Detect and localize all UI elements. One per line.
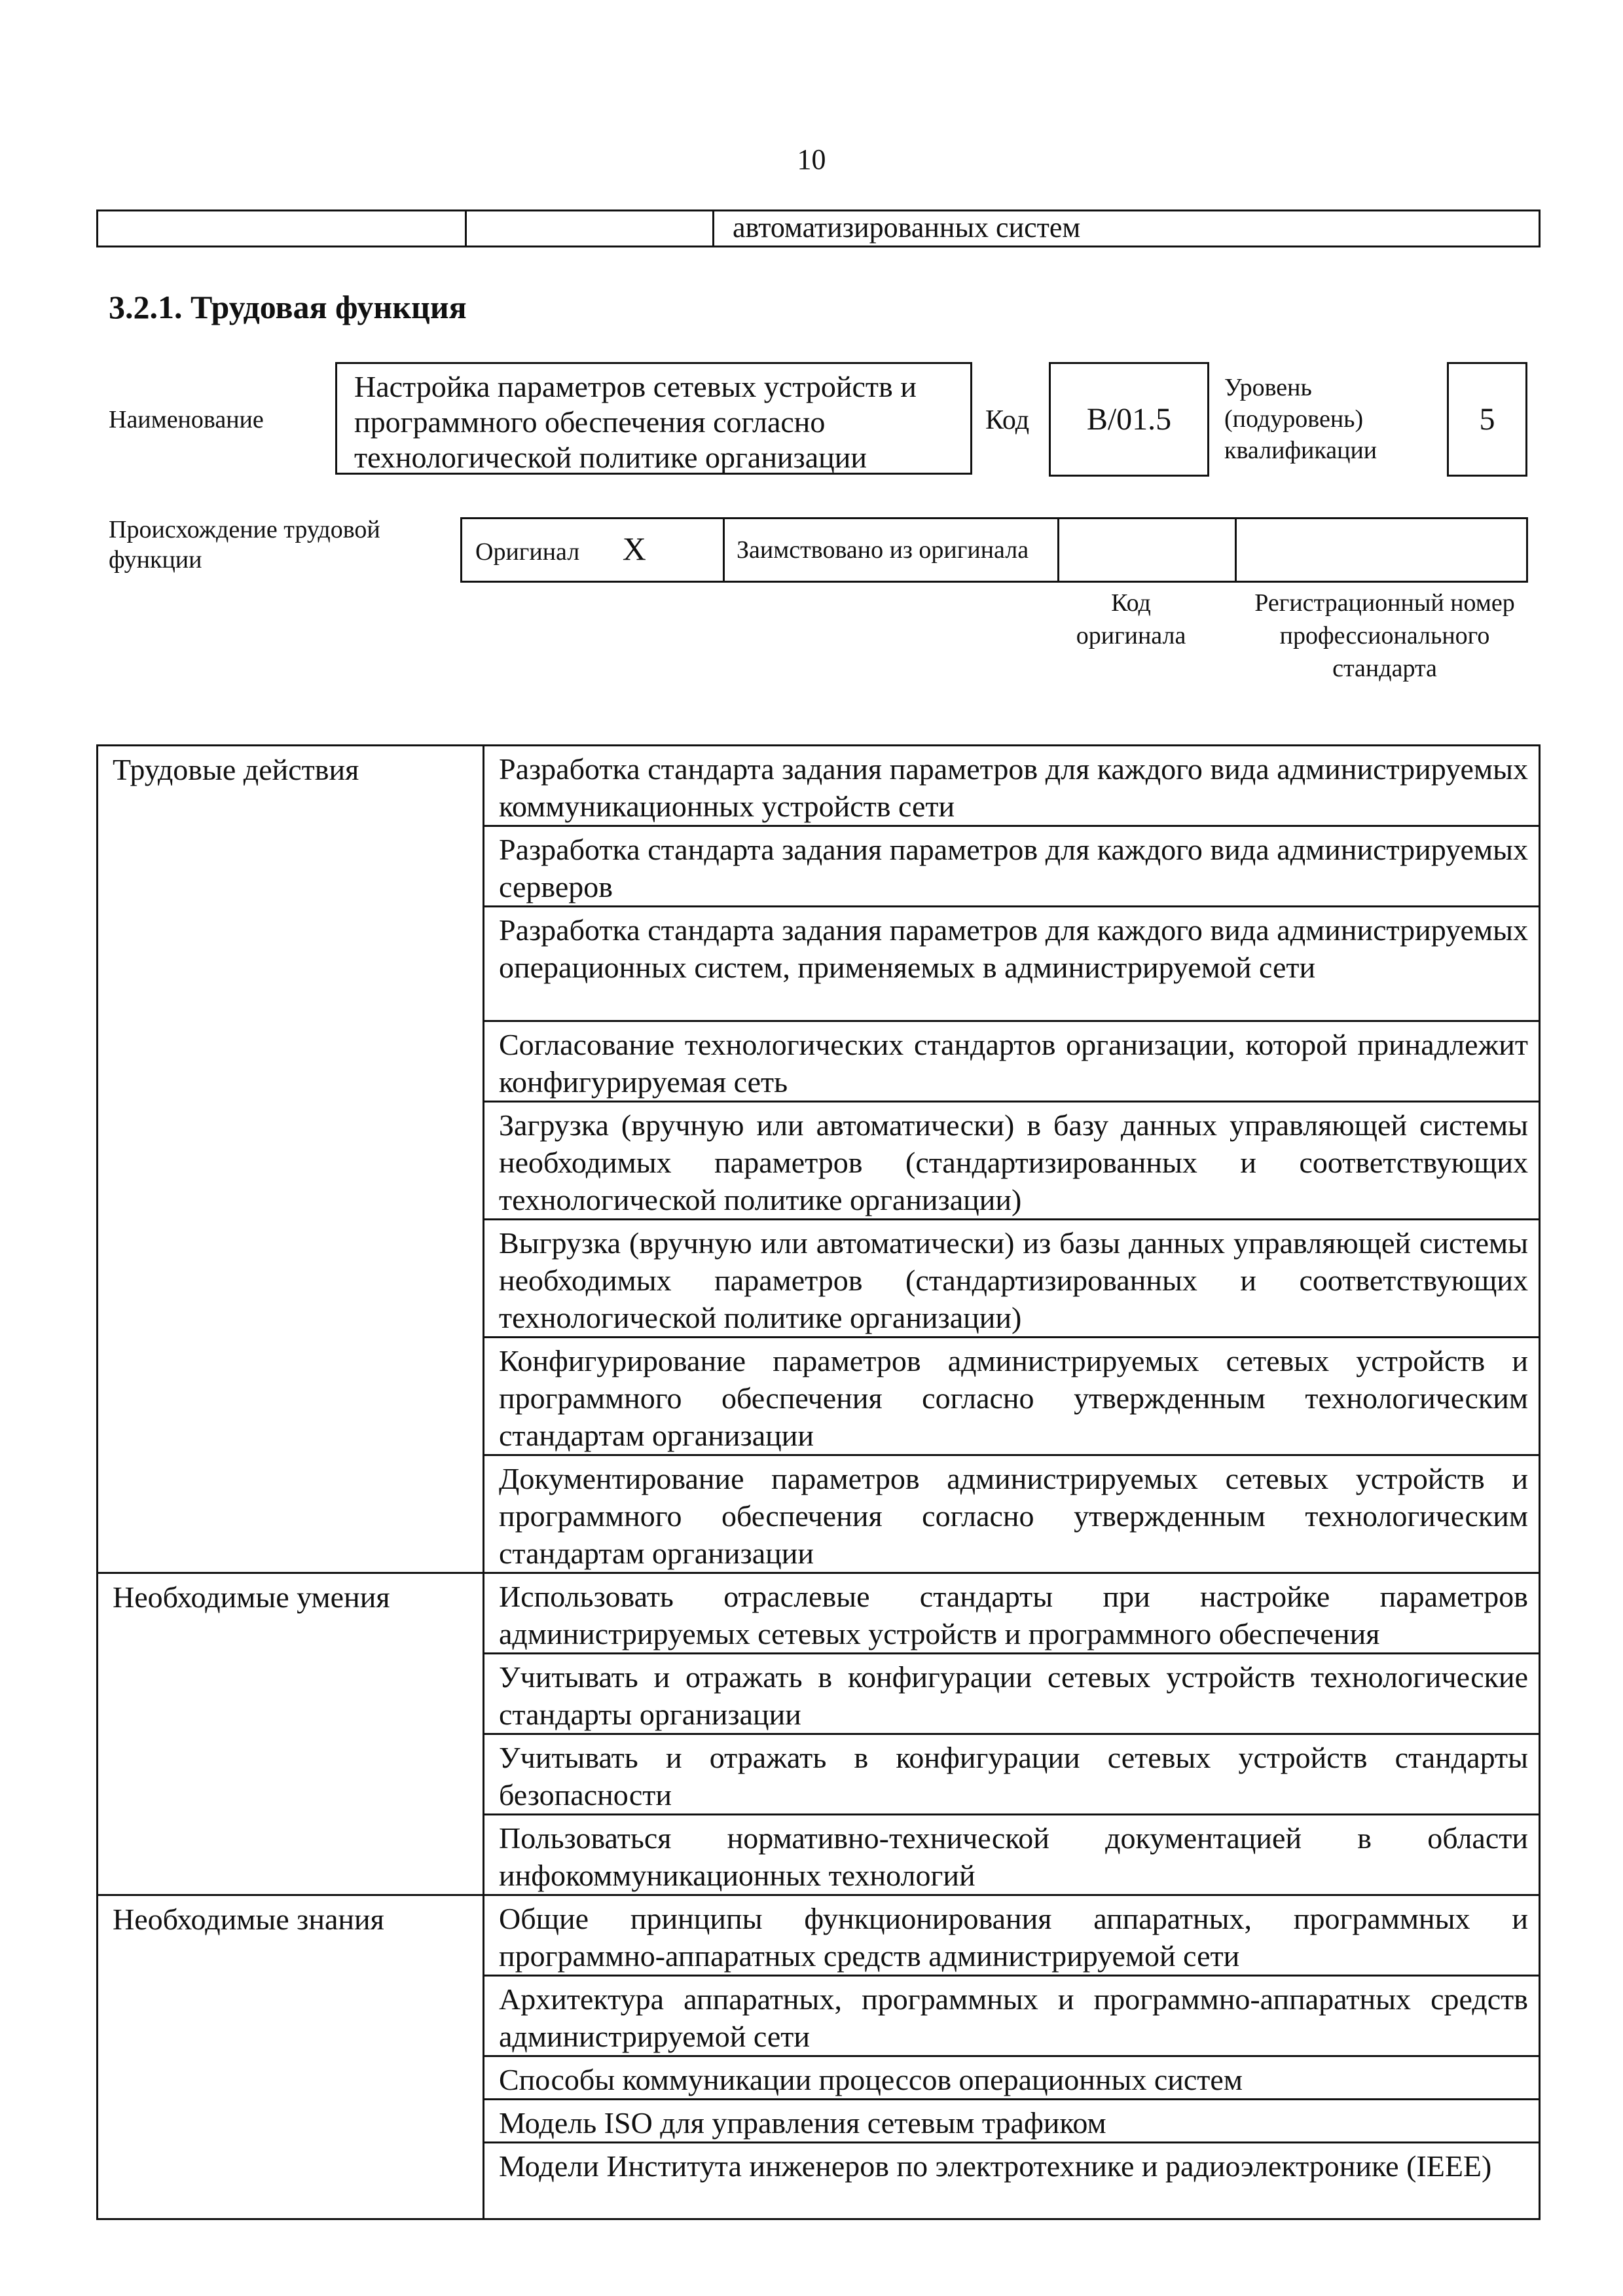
page-number: 10 (797, 143, 826, 175)
section-item: Документирование параметров администрируемых сетевых устройств и программного обеспечения согласно утвержденным технологическим стандартам организации (484, 1455, 1540, 1573)
function-name-value: Настройка параметров сетевых устройств и программного обеспечения согласно технологической политике организации (335, 362, 972, 475)
section-category: Трудовые действия (98, 746, 484, 1573)
section-item: Разработка стандарта задания параметров для каждого вида администрируемых операционных систем, применяемых в администрируемой сети (484, 907, 1540, 1021)
origin-label: Происхождение трудовой функции (109, 516, 380, 574)
table-row (98, 211, 1540, 247)
qualification-level-value: 5 (1447, 362, 1527, 477)
section-item: Архитектура аппаратных, программных и программно-аппаратных средств администрируемой сети (484, 1976, 1540, 2056)
section-category: Необходимые умения (98, 1573, 484, 1895)
table-row (98, 1895, 1540, 1976)
function-code-value: B/01.5 (1049, 362, 1209, 477)
origin-borrowed-label: Заимствовано из оригинала (724, 519, 1059, 582)
section-item: Способы коммуникации процессов операционных систем (484, 2056, 1540, 2100)
table-row (98, 746, 1540, 826)
section-item: Согласование технологических стандартов организации, которой принадлежит конфигурируемая сеть (484, 1021, 1540, 1102)
table-cell: автоматизированных систем (714, 211, 1540, 247)
origin-regnum-cell (1236, 519, 1527, 582)
origin-original-label: Оригинал (475, 538, 580, 566)
section-heading: 3.2.1. Трудовая функция (109, 289, 467, 325)
section-item: Использовать отраслевые стандарты при настройке параметров администрируемых сетевых устройств и программного обеспечения (484, 1573, 1540, 1654)
origin-original-cell (462, 519, 724, 582)
table-cell-empty (98, 211, 466, 247)
section-item: Пользоваться нормативно-технической документацией в области инфокоммуникационных технологий (484, 1815, 1540, 1895)
regnum-caption: Регистрационный номер профессионального стандарта (1254, 589, 1515, 682)
table-row (462, 519, 1527, 582)
name-label: Наименование (109, 406, 264, 433)
origin-table (460, 517, 1528, 583)
section-item: Учитывать и отражать в конфигурации сетевых устройств технологические стандарты организации (484, 1654, 1540, 1734)
section-item: Учитывать и отражать в конфигурации сетевых устройств стандарты безопасности (484, 1734, 1540, 1815)
section-item: Общие принципы функционирования аппаратных, программных и программно-аппаратных средств администрируемой сети (484, 1895, 1540, 1976)
code-original-caption: Код оригинала (1076, 589, 1186, 649)
table-cell-empty (466, 211, 714, 247)
code-label: Код (985, 405, 1030, 435)
section-item: Выгрузка (вручную или автоматически) из базы данных управляющей системы необходимых параметров (стандартизированных и соответствующих технологической политике организации) (484, 1220, 1540, 1338)
section-item: Загрузка (вручную или автоматически) в базу данных управляющей системы необходимых параметров (стандартизированных и соответствующих технологической политике организации) (484, 1102, 1540, 1220)
origin-original-mark: X (622, 530, 646, 567)
section-item: Разработка стандарта задания параметров для каждого вида администрируемых серверов (484, 826, 1540, 907)
section-category: Необходимые знания (98, 1895, 484, 2219)
table-row (98, 1573, 1540, 1654)
origin-code-cell (1059, 519, 1236, 582)
section-item: Конфигурирование параметров администрируемых сетевых устройств и программного обеспечения согласно утвержденным технологическим стандартам организации (484, 1338, 1540, 1455)
continuation-table (96, 210, 1541, 247)
function-content-table (96, 744, 1541, 2220)
section-item: Модель ISO для управления сетевым трафиком (484, 2100, 1540, 2143)
qualification-level-label: Уровень (подуровень) квалификации (1224, 374, 1377, 464)
section-item: Модели Института инженеров по электротехнике и радиоэлектронике (IEEE) (484, 2143, 1540, 2219)
section-item: Разработка стандарта задания параметров для каждого вида администрируемых коммуникационных устройств сети (484, 746, 1540, 826)
